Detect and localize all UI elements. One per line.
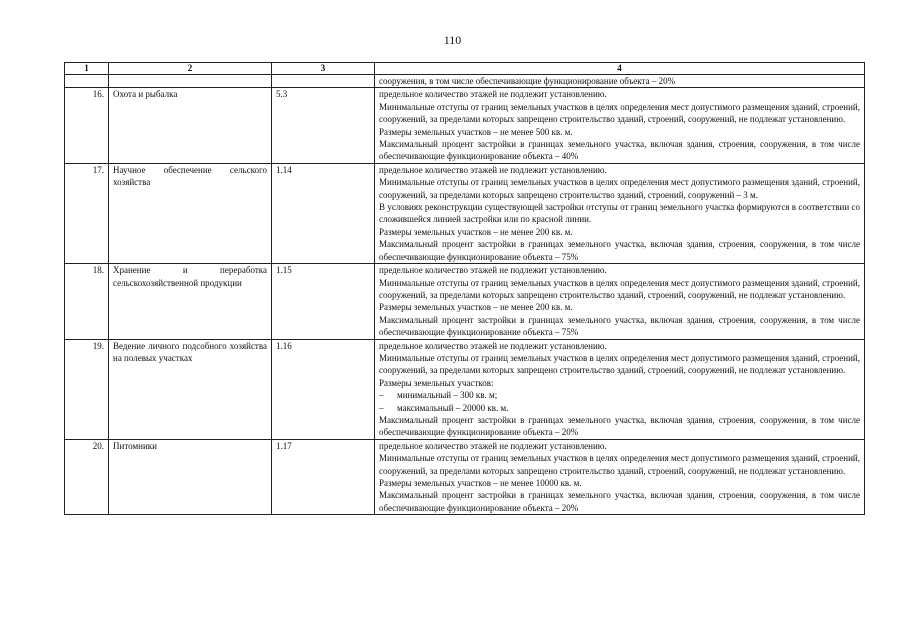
row-number: 18. [65,264,109,339]
parameter-line: Размеры земельных участков – не менее 200 кв. м. [379,226,573,237]
row-number: 19. [65,339,109,439]
continuation-row [65,75,865,88]
parameter-line: предельное количество этажей не подлежит установлению. [379,164,607,175]
column-header-1: 1 [65,63,109,75]
table-row [65,264,865,339]
parameter-line: Размеры земельных участков – не менее 10000 кв. м. [379,478,582,488]
parameters-cell [375,439,865,514]
column-header-3: 3 [272,63,375,75]
parameter-line: Минимальные отступы от границ земельных участков в целях определения мест допустимого размещения зданий, строений, сооружений, за пределами которых запрещено строительство зданий, строений, сооружений – 3 м. [379,177,860,200]
bullet-item: – максимальный – 20000 кв. м. [379,402,509,413]
row-number: 16. [65,88,109,163]
parameter-line: Размеры земельных участков: [379,377,494,388]
table-row [65,439,865,514]
dash-bullet-icon: – [379,402,384,413]
parameter-line: Минимальные отступы от границ земельных участков в целях определения мест допустимого размещения зданий, строений, сооружений, за пределами которых запрещено строительство зданий, строений, сооружений, не подлежат установлению. [379,352,860,376]
parameter-line: Минимальные отступы от границ земельных участков в целях определения мест допустимого размещения зданий, строений, сооружений, за пределами которых запрещено строительство зданий, строений, сооружений, не подлежат установлению. [379,277,860,300]
continuation-text: сооружения, в том числе обеспечивающие функционирование объекта – 20% [375,75,865,88]
column-header-4: 4 [375,63,865,75]
parameter-line: Размеры земельных участков – не менее 500 кв. м. [379,126,573,137]
land-use-name: Научное обеспечение сельского хозяйства [109,163,272,263]
parameter-line: предельное количество этажей не подлежит установлению. [379,340,607,351]
land-use-name: Питомники [109,439,272,514]
table-header-row [65,63,865,75]
parameter-line: Минимальные отступы от границ земельных участков в целях определения мест допустимого размещения зданий, строений, сооружений, за пределами которых запрещено строительство зданий, строений, сооружений, не подлежат установлению. [379,453,860,476]
row-number: 17. [65,163,109,263]
bullet-item: – минимальный – 300 кв. м; [379,390,498,401]
parameters-cell [375,339,865,439]
table-row [65,163,865,263]
parameter-line: Максимальный процент застройки в границах земельного участка, включая здания, строения, сооружения, в том числе обеспечивающие функционирование объекта – 40% [379,139,860,162]
row-number: 20. [65,439,109,514]
table-row [65,88,865,163]
land-use-code: 1.14 [272,163,375,263]
land-use-code: 5.3 [272,88,375,163]
parameter-line: Максимальный процент застройки в границах земельного участка, включая здания, строения, сооружения, в том числе обеспечивающие функционирование объекта – 20% [379,414,860,438]
land-use-code: 1.17 [272,439,375,514]
parameter-line: Максимальный процент застройки в границах земельного участка, включая здания, строения, сооружения, в том числе обеспечивающие функционирование объекта – 75% [379,314,860,338]
table-row [65,339,865,439]
land-use-name: Охота и рыбалка [109,88,272,163]
parameter-line: предельное количество этажей не подлежит установлению. [379,440,607,451]
parameter-line: предельное количество этажей не подлежит установлению. [379,265,607,276]
parameter-line: Максимальный процент застройки в границах земельного участка, включая здания, строения, сооружения, в том числе обеспечивающие функционирование объекта – 75% [379,239,860,262]
land-use-name: Ведение личного подсобного хозяйства на полевых участках [109,339,272,439]
page-number: 110 [443,33,462,47]
parameter-line: В условиях реконструкции существующей застройки отступы от границ земельного участка формируются в соответствии со сложившейся линией застройки или по красной линии. [379,202,860,225]
parameters-cell [375,88,865,163]
column-header-2: 2 [109,63,272,75]
parameter-line: Максимальный процент застройки в границах земельного участка, включая здания, строения, сооружения, в том числе обеспечивающие функционирование объекта – 20% [379,490,860,513]
parameter-line: предельное количество этажей не подлежит установлению. [379,89,607,100]
dash-bullet-icon: – [379,390,384,401]
land-use-code: 1.15 [272,264,375,339]
land-use-name: Хранение и переработка сельскохозяйственной продукции [109,264,272,339]
land-use-code: 1.16 [272,339,375,439]
parameters-cell [375,163,865,263]
regulations-table [64,62,865,515]
parameter-line: Минимальные отступы от границ земельных участков в целях определения мест допустимого размещения зданий, строений, сооружений, за пределами которых запрещено строительство зданий, строений, сооружений, не подлежат установлению. [379,101,860,125]
parameter-line: Размеры земельных участков – не менее 200 кв. м. [379,302,573,313]
parameters-cell [375,264,865,339]
